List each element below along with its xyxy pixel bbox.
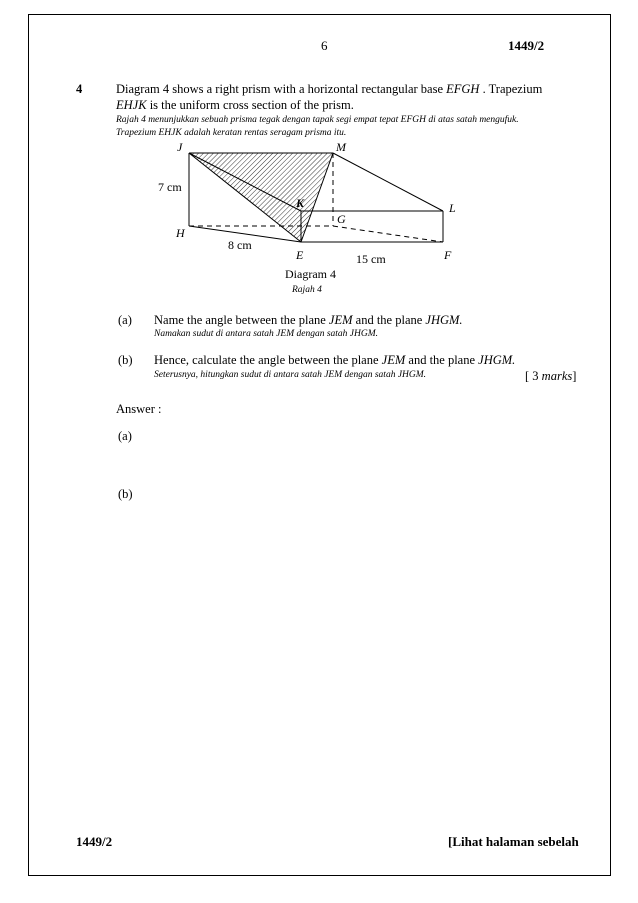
vertex-label-l: L (449, 201, 456, 215)
vertex-label-e: E (296, 248, 304, 262)
part-b-malay: Seterusnya, hitungkan sudut di antara satah JEM dengan satah JHGM. (154, 370, 427, 380)
answer-b-label: (b) (118, 487, 133, 501)
page-number: 6 (321, 38, 328, 53)
question-number: 4 (76, 82, 83, 96)
question-line-1: Diagram 4 shows a right prism with a horizontal rectangular base EFGH . Trapezium (116, 82, 543, 96)
part-b-question: Hence, calculate the angle between the plane JEM and the plane JHGM. (154, 353, 516, 367)
diagram-caption-malay: Rajah 4 (292, 285, 322, 295)
edge-gf-hidden (333, 226, 443, 242)
vertex-label-h: H (176, 226, 185, 240)
vertex-label-j: J (177, 140, 183, 154)
paper-code-header: 1449/2 (508, 38, 545, 53)
part-b-label: (b) (118, 353, 133, 367)
diagram-caption: Diagram 4 (285, 267, 336, 281)
length-label-he: 8 cm (228, 238, 252, 252)
vertex-label-k: K (296, 196, 305, 210)
part-a-question: Name the angle between the plane JEM and the plane JHGM. (154, 313, 463, 327)
length-label-ef: 15 cm (356, 252, 386, 266)
footer-paper-code: 1449/2 (76, 834, 113, 849)
edge-ml (333, 153, 443, 211)
answer-a-label: (a) (118, 429, 132, 443)
vertex-label-f: F (444, 248, 452, 262)
footer-turn-page: [Lihat halaman sebelah (448, 834, 579, 849)
question-malay-1: Rajah 4 menunjukkan sebuah prisma tegak dengan tapak segi empat tepat EFGH di atas satah mengufuk. (116, 115, 519, 125)
question-line-2: EHJK is the uniform cross section of the prism. (116, 98, 354, 112)
part-a-label: (a) (118, 313, 132, 327)
part-a-malay: Namakan sudut di antara satah JEM dengan satah JHGM. (154, 329, 379, 339)
vertex-label-m: M (336, 140, 346, 154)
part-b-marks: [ 3 marks] (525, 369, 577, 383)
prism-diagram (0, 0, 638, 320)
length-label-height: 7 cm (158, 180, 182, 194)
vertex-label-g: G (337, 212, 346, 226)
question-malay-2: Trapezium EHJK adalah keratan rentas seragam prisma itu. (116, 128, 347, 138)
answer-label: Answer : (116, 402, 162, 416)
